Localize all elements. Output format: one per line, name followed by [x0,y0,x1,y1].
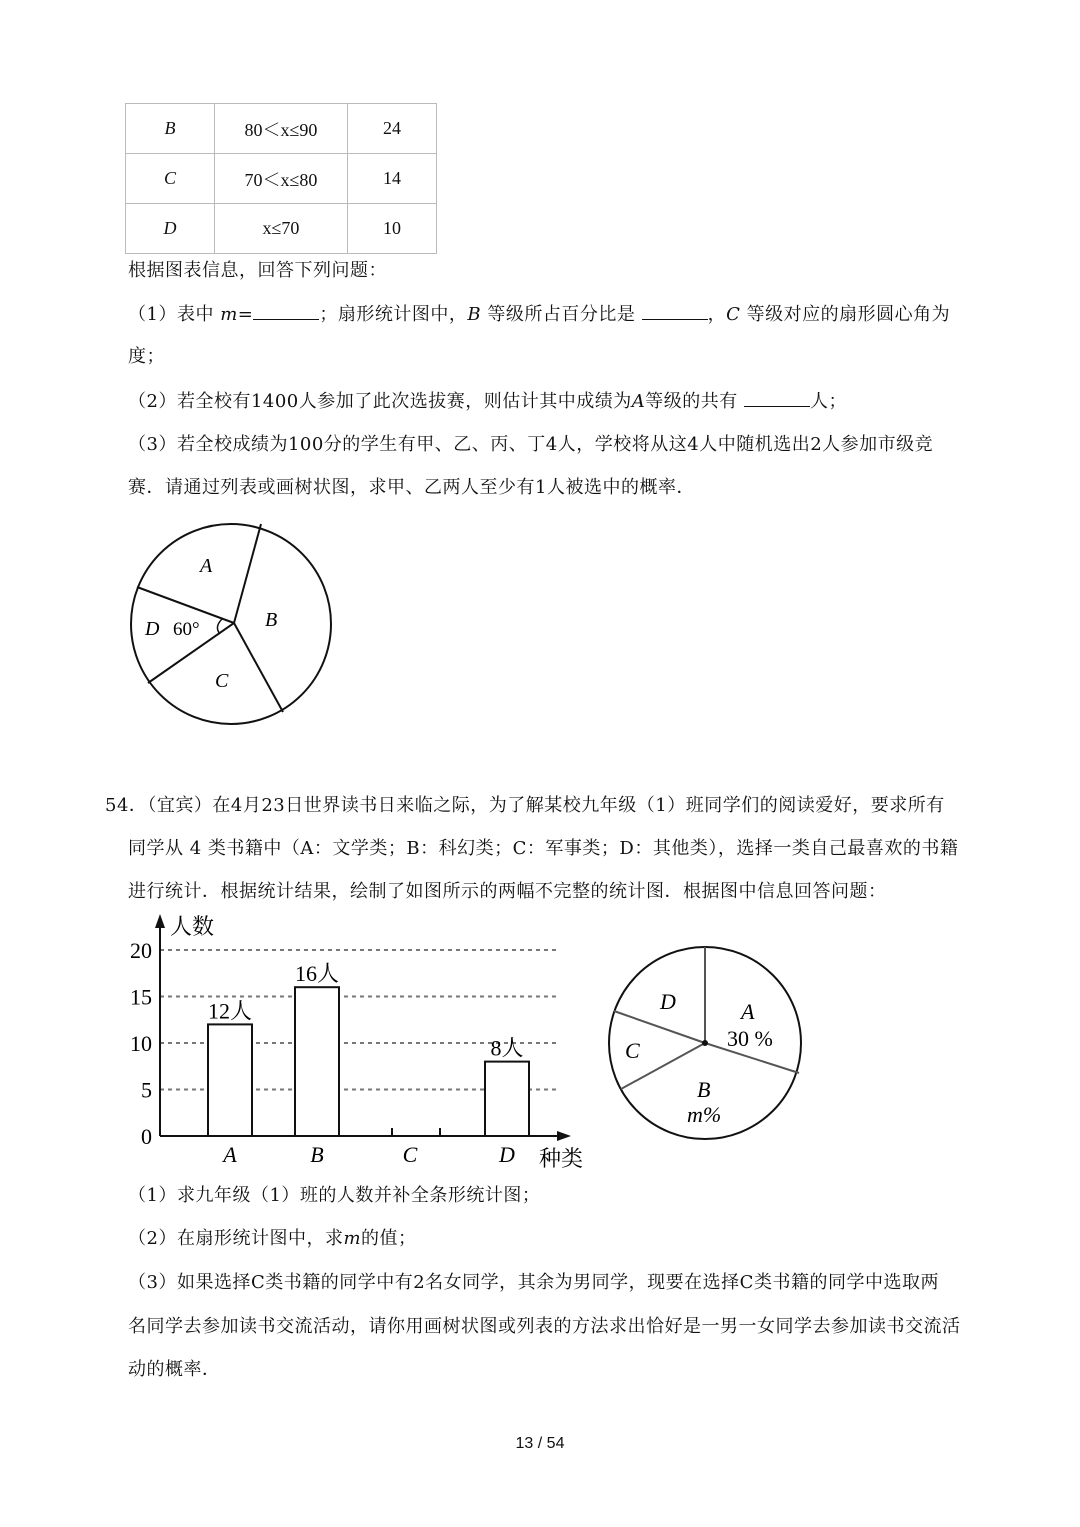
q53-part3-line1: （3）若全校成绩为100分的学生有甲、乙、丙、丁4人，学校将从这4人中随机选出2人参加市级竞 [128,434,934,455]
bar-B [295,987,339,1136]
bar-data-label: 8人 [490,1035,524,1061]
bar-data-label: 16人 [294,961,340,987]
table-row [126,154,437,204]
pie-label-B: B [265,609,278,631]
x-tick-label: D [499,1142,515,1167]
table-cell-grade: D [126,204,215,254]
bar-D [485,1062,529,1136]
answer-blank [253,303,319,320]
q54-sub3-line3: 动的概率． [128,1359,221,1380]
page-number: 13 / 54 [515,1435,565,1452]
q54-line3: 进行统计．根据统计结果，绘制了如图所示的两幅不完整的统计图．根据图中信息回答问题： [128,881,887,902]
table-cell-grade: B [126,104,215,154]
q54-sub3-line2: 名同学去参加读书交流活动，请你用画树状图或列表的方法求出恰好是一男一女同学去参加读书交流活 [128,1316,961,1337]
y-axis-label: 人数 [170,914,215,939]
var-B: B [467,304,482,325]
bar-A [208,1024,252,1136]
y-axis-arrow [155,914,165,928]
pie-pct-A: 30 % [727,1026,773,1051]
pie-label-D: D [145,618,160,640]
table-cell-range: 80＜x≤90 [215,104,348,154]
x-axis-arrow [557,1131,571,1141]
q54-line2: 同学从 4 类书籍中（A：文学类；B：科幻类；C：军事类；D：其他类），选择一类自己最喜欢的书籍 [128,838,959,859]
table-cell-range: x≤70 [215,204,348,254]
text: 的值； [361,1228,417,1249]
text: ；扇形统计图中， [319,304,468,325]
y-tick-label: 10 [130,1031,152,1056]
y-tick-label: 0 [141,1124,152,1149]
pie-angle-label: 60° [173,619,200,640]
x-axis-label: 种类 [539,1146,584,1171]
x-tick-label: A [223,1142,237,1167]
table-row [126,204,437,254]
var-m: m [343,1228,362,1249]
text: 等级所占百分比是 [487,304,636,325]
q54-sub1: （1）求九年级（1）班的人数并补全条形统计图； [128,1185,541,1206]
table-cell-range: 70＜x≤80 [215,154,348,204]
x-tick-label: B [310,1142,324,1167]
y-tick-label: 15 [130,984,152,1010]
q53-intro: 根据图表信息，回答下列问题： [128,260,387,281]
grade-table [125,103,437,254]
bar-data-label: 12人 [207,998,253,1024]
q54-line1: 54．（宜宾）在4月23日世界读书日来临之际，为了解某校九年级（1）班同学们的阅读爱好，要求所有 [105,795,945,816]
table-cell-grade: C [126,154,215,204]
q53-pie-chart [125,518,337,730]
var-C: C [726,304,741,325]
q54-sub3-line1: （3）如果选择C类书籍的同学中有2名女同学，其余为男同学，现要在选择C类书籍的同学中选取两 [128,1272,939,1293]
text: （1）表中 [128,304,214,325]
pie-pct-B: m% [687,1102,722,1127]
pie-label-D: D [660,989,676,1014]
text: 人； [810,391,847,412]
var-A: A [631,391,646,412]
var-m: m [220,304,238,325]
table-cell-count: 10 [348,204,437,254]
q53-part2 [128,390,847,413]
table-row [126,104,437,154]
table-cell-count: 24 [348,104,437,154]
y-tick-label: 5 [141,1077,152,1103]
q53-part1 [128,303,950,326]
bar-chart [125,910,605,1175]
pie-label-A: A [741,999,755,1024]
text: = [237,304,254,325]
pie-label-C: C [215,670,229,692]
text: （2）若全校有1400人参加了此次选拔赛，则估计其中成绩为 [128,391,632,412]
text: 等级的共有 [645,391,738,412]
answer-blank [744,390,810,407]
pie-label-C: C [625,1038,640,1063]
pie-label-A: A [200,555,213,577]
answer-blank [642,303,708,320]
table-cell-count: 14 [348,154,437,204]
y-tick-label: 20 [130,938,152,963]
text: 等级对应的扇形圆心角为 [746,304,951,325]
text: ， [707,304,727,325]
q54-sub2 [128,1228,417,1250]
q53-part1-cont: 度； [128,346,165,367]
x-tick-label: C [402,1142,418,1167]
q54-pie-chart [605,943,805,1143]
q53-part3-line2: 赛．请通过列表或画树状图，求甲、乙两人至少有1人被选中的概率． [128,477,695,498]
pie-label-B: B [697,1077,711,1102]
text: （2）在扇形统计图中，求 [128,1228,344,1249]
